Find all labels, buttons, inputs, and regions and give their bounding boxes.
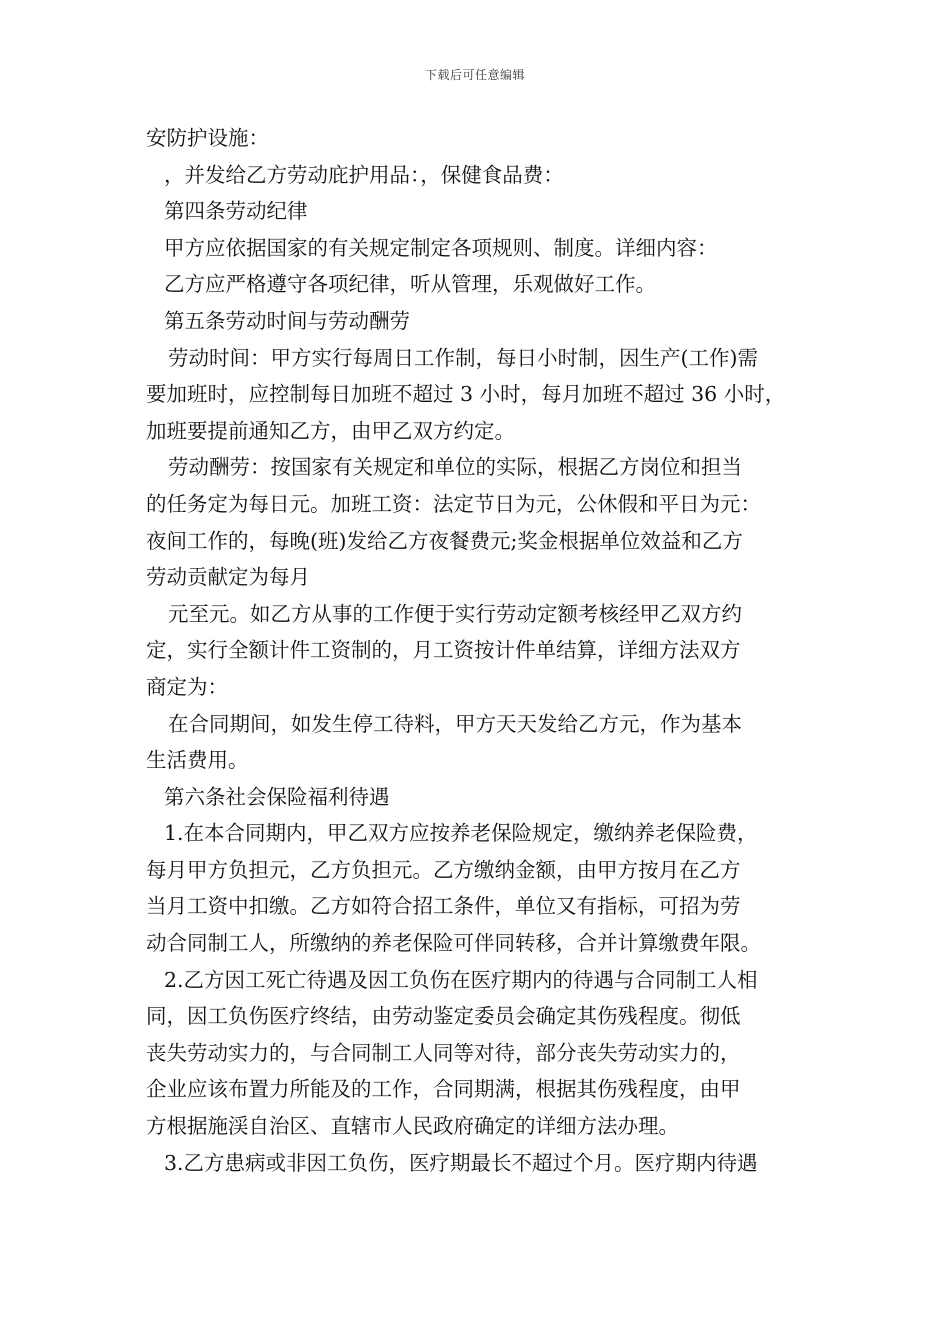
text-line: 乙方应严格遵守各项纪律，听从管理，乐观做好工作。: [164, 272, 656, 297]
text-line: 劳动时间：甲方实行每周日工作制，每日小时制，因生产(工作)需: [168, 345, 758, 370]
text-line: 的任务定为每日元。加班工资：法定节日为元，公休假和平日为元：: [146, 491, 761, 516]
text-line: 同，因工负伤医疗终结，由劳动鉴定委员会确定其伤残程度。彻低: [146, 1004, 741, 1029]
section-heading: 第五条劳动时间与劳动酬劳: [164, 308, 410, 333]
text-line: 当月工资中扣缴。乙方如符合招工条件，单位又有指标，可招为劳: [146, 894, 741, 919]
text-line: 定，实行全额计件工资制的，月工资按计件单结算，详细方法双方: [146, 638, 741, 663]
text-line: 2.乙方因工死亡待遇及因工负伤在医疗期内的待遇与合同制工人相: [164, 967, 758, 992]
text-line: 商定为：: [146, 674, 228, 699]
text-line: 劳动贡献定为每月: [146, 565, 310, 590]
document-body: [146, 120, 822, 1181]
text-line: 方根据施渓自治区、直辖市人民政府确定的详细方法办理。: [146, 1114, 679, 1139]
text-line: 3.乙方患病或非因工负伤，医疗期最长不超过个月。医疗期内待遇: [164, 1150, 758, 1175]
section-heading: 第四条劳动纪律: [164, 199, 308, 224]
text-line: 在合同期间，如发生停工待料，甲方天天发给乙方元，作为基本: [168, 711, 742, 736]
page-header: 下载后可任意编辑: [424, 68, 525, 82]
text-line: ，并发给乙方劳动庇护用品：，保健食品费：: [164, 162, 564, 187]
text-line: 每月甲方负担元，乙方负担元。乙方缴纳金额，由甲方按月在乙方: [146, 857, 741, 882]
text-line: 劳动酬劳：按国家有关规定和单位的实际，根据乙方岗位和担当: [168, 455, 742, 480]
text-line: 生活费用。: [146, 748, 249, 773]
text-line: 加班要提前通知乙方，由甲乙双方约定。: [146, 418, 515, 443]
text-line: 1.在本合同期内，甲乙双方应按养老保险规定，缴纳养老保险费，: [164, 821, 758, 846]
text-line: 企业应该布置力所能及的工作，合同期满，根据其伤残程度，由甲: [146, 1077, 741, 1102]
text-line: 安防护设施：: [146, 126, 269, 150]
text-line: 动合同制工人，所缴纳的养老保险可伴同转移，合并计算缴费年限。: [146, 931, 761, 956]
text-line: 丧失劳动实力的，与合同制工人同等对待，部分丧失劳动实力的，: [146, 1040, 741, 1065]
text-line: 甲方应依据国家的有关规定制定各项规则、制度。详细内容：: [164, 235, 718, 260]
text-line: 夜间工作的，每晚(班)发给乙方夜餐费元;奖金根据单位效益和乙方: [146, 528, 743, 553]
section-heading: 第六条社会保险福利待遇: [164, 784, 390, 809]
text-line: 元至元。如乙方从事的工作便于实行劳动定额考核经甲乙双方约: [168, 601, 742, 626]
text-line: 要加班时，应控制每日加班不超过 3 小时，每月加班不超过 36 小时，: [146, 382, 786, 407]
